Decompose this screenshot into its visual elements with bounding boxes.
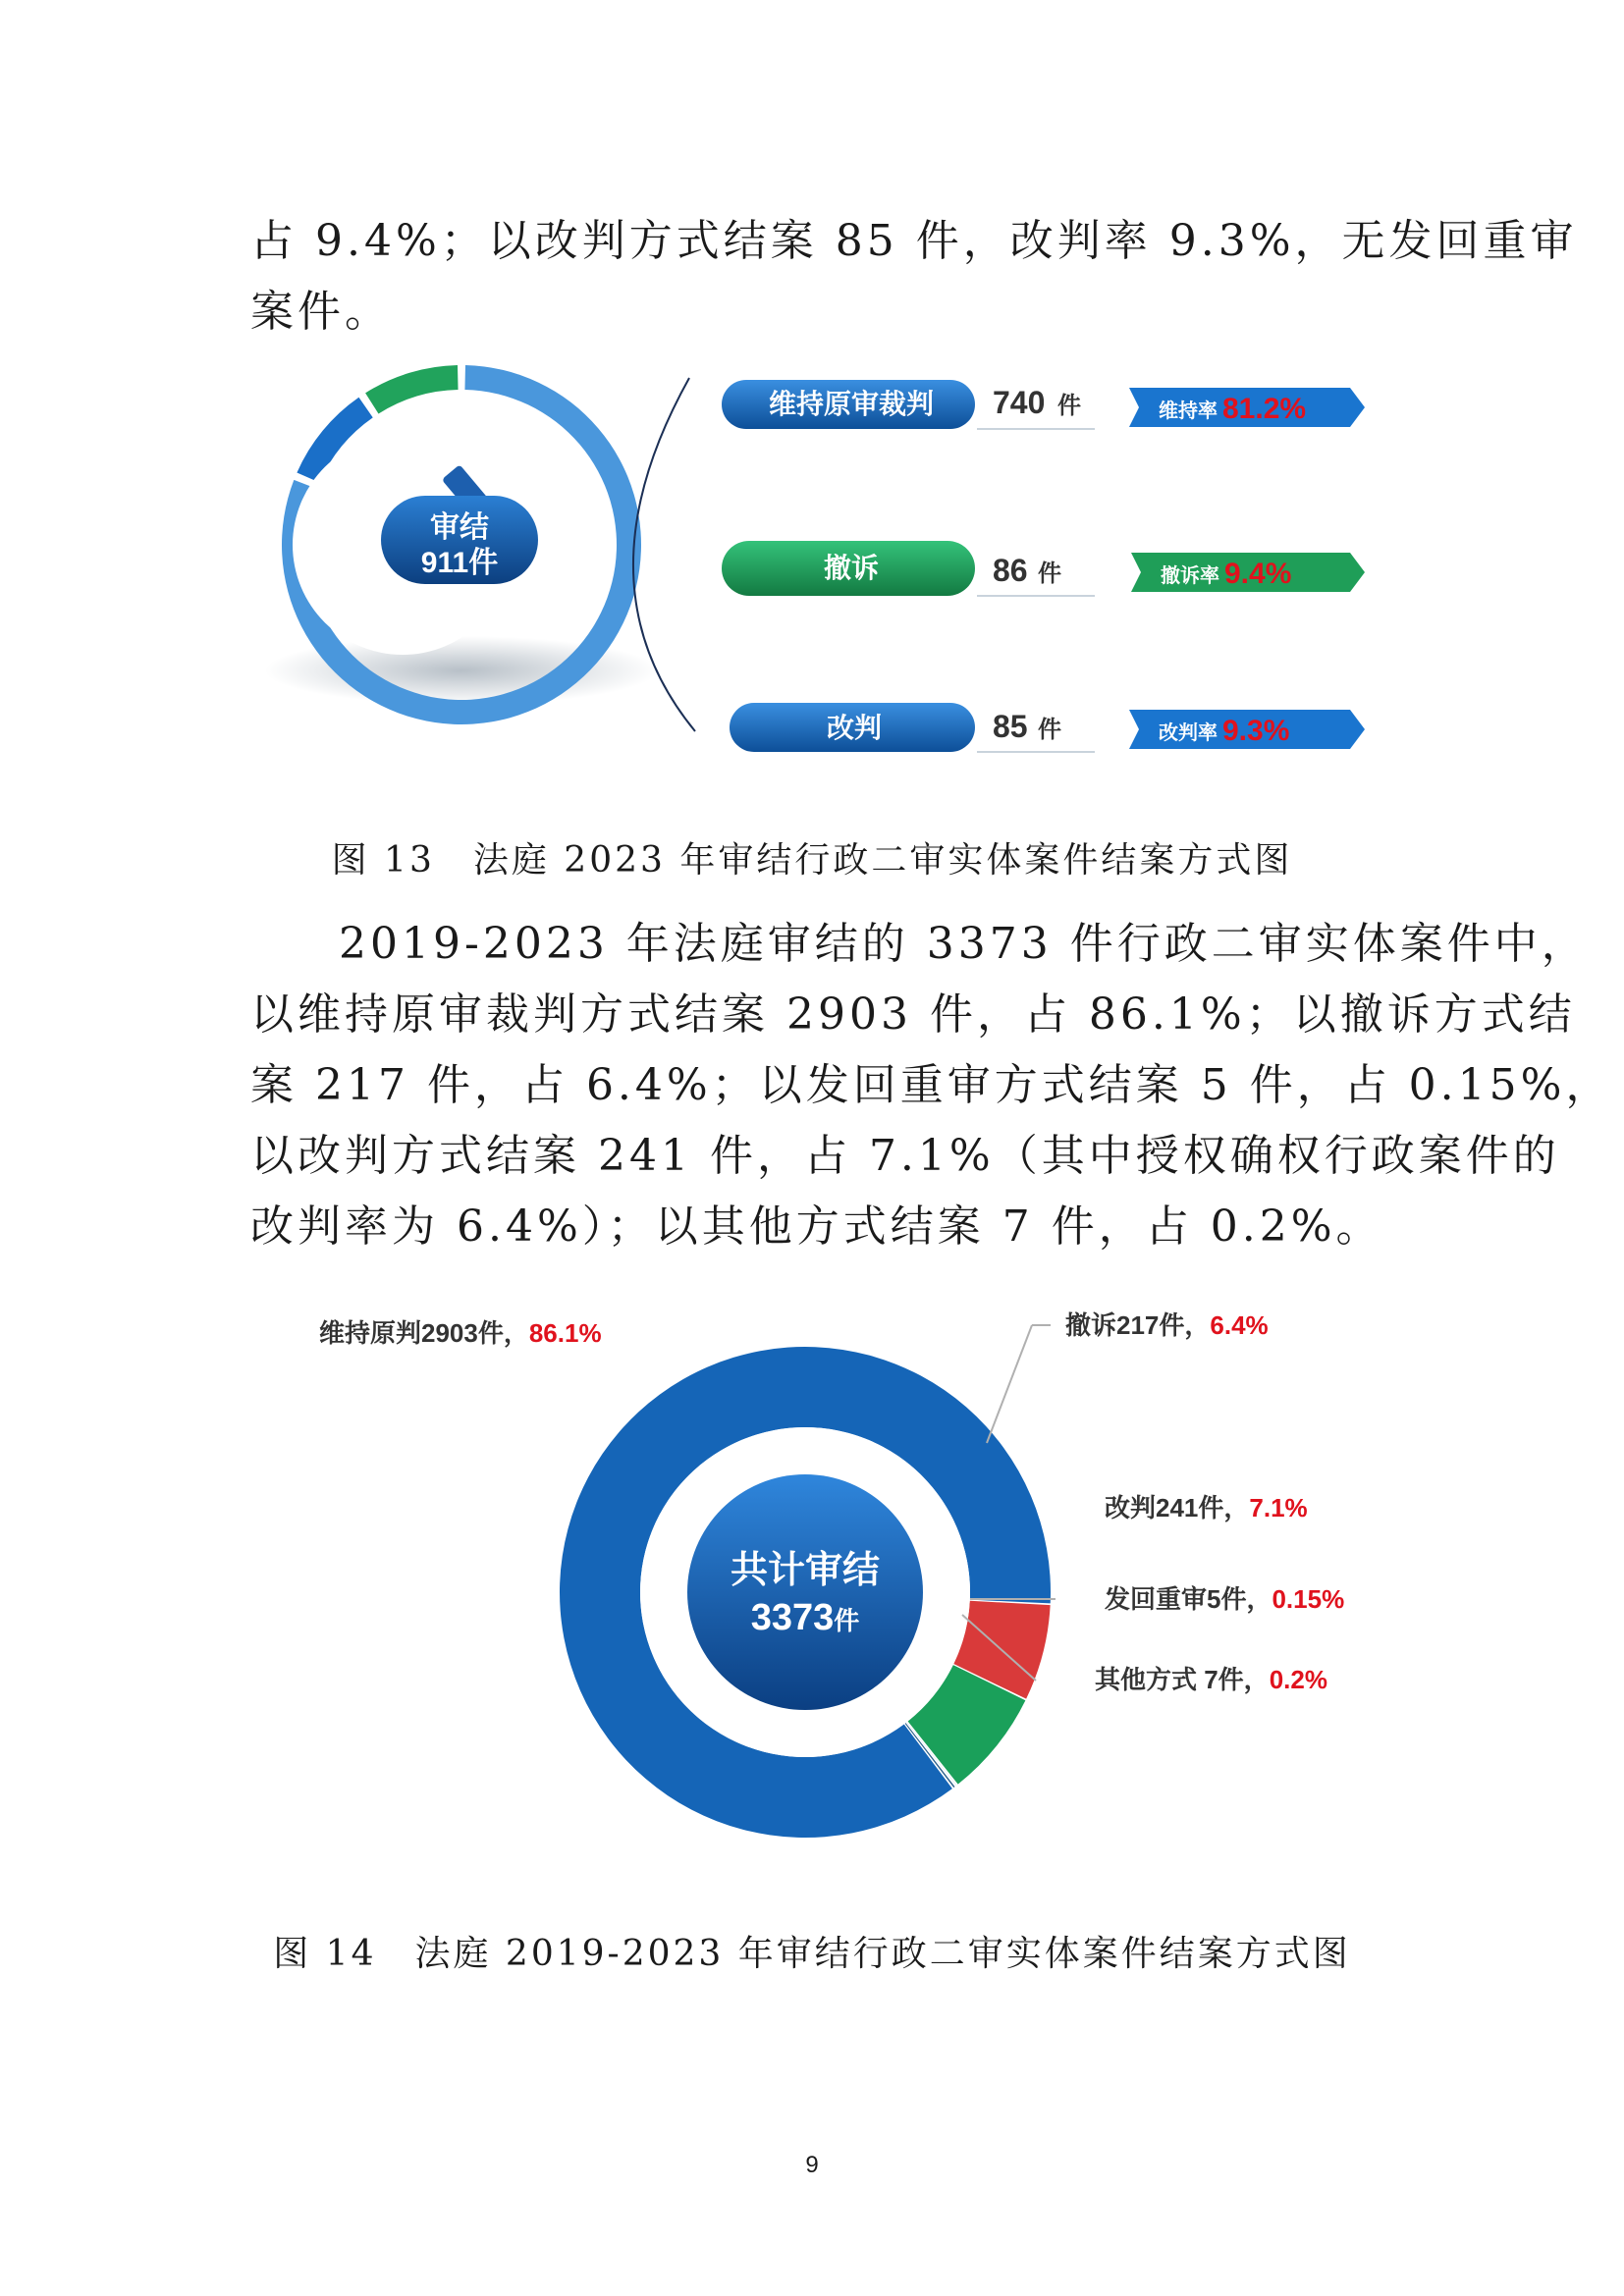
- figure-14: [250, 1296, 1389, 1865]
- page-number: 9: [805, 2152, 819, 2178]
- paragraph-line: 占 9.4%；以改判方式结案 85 件，改判率 9.3%，无发回重审: [250, 216, 1578, 266]
- paragraph-2: [250, 909, 1613, 1262]
- paragraph-line: 案件。: [250, 287, 392, 337]
- row-label-1: 维持原审裁判: [768, 389, 935, 419]
- figure-13: [250, 358, 1389, 795]
- label-uphold: [319, 1318, 602, 1349]
- rate-value-3: 9.3%: [1222, 715, 1290, 747]
- label-withdraw: [1065, 1310, 1269, 1341]
- label-other: [1095, 1665, 1327, 1695]
- paragraph-line: 改判率为 6.4%）；以其他方式结案 7 件，占 0.2%。: [250, 1201, 1383, 1252]
- paragraph-line: 以改判方式结案 241 件，占 7.1%（其中授权确权行政案件的: [250, 1131, 1560, 1181]
- row-unit-1: 件: [1057, 393, 1081, 419]
- figure-13-caption: 图 13 法庭 2023 年审结行政二审实体案件结案方式图: [331, 840, 1293, 881]
- row-count-2: 86: [993, 553, 1028, 588]
- rate-label-3: 改判率: [1159, 722, 1218, 744]
- label-remand: [1105, 1584, 1344, 1615]
- figure-14-caption: 图 14 法庭 2019-2023 年审结行政二审实体案件结案方式图: [273, 1934, 1351, 1974]
- center-disc-14: [687, 1474, 923, 1710]
- paragraph-line: 以维持原审裁判方式结案 2903 件，占 86.1%；以撤诉方式结: [250, 989, 1576, 1040]
- center-count-unit: 件: [834, 1606, 860, 1635]
- center-count: 911件: [420, 547, 499, 579]
- label-remand-pct: 0.15%: [1272, 1584, 1345, 1614]
- leader-line-withdraw: [987, 1325, 1032, 1443]
- label-remand-name: 发回重审5件，: [1105, 1584, 1272, 1614]
- donut-segment-revise: [365, 365, 458, 413]
- rate-value-2: 9.4%: [1224, 558, 1292, 590]
- paragraph-line: 案 217 件，占 6.4%；以发回重审方式结案 5 件，占 0.15%，: [250, 1060, 1613, 1110]
- row-unit-2: 件: [1038, 561, 1061, 587]
- label-other-name: 其他方式 7件，: [1095, 1665, 1270, 1694]
- center-title: 审结: [430, 511, 489, 544]
- label-revise-name: 改判241件，: [1105, 1493, 1250, 1522]
- row-label-3: 改判: [826, 713, 883, 743]
- row-count-3: 85: [993, 709, 1028, 744]
- center-count-number: 3373: [750, 1597, 835, 1638]
- row-count-1: 740: [993, 385, 1046, 420]
- label-other-pct: 0.2%: [1269, 1665, 1327, 1694]
- label-revise-pct: 7.1%: [1249, 1493, 1308, 1522]
- label-uphold-pct: 86.1%: [528, 1318, 602, 1348]
- paragraph-line: 2019-2023 年法庭审结的 3373 件行政二审实体案件中，: [339, 919, 1589, 969]
- rate-label-1: 维持率: [1159, 400, 1218, 422]
- paragraph-1: [250, 206, 1578, 347]
- center-title-14: 共计审结: [730, 1550, 881, 1591]
- label-uphold-name: 维持原判2903件，: [319, 1318, 529, 1348]
- row-unit-3: 件: [1038, 717, 1061, 743]
- rate-label-2: 撤诉率: [1161, 565, 1219, 587]
- label-withdraw-name: 撤诉217件，: [1065, 1310, 1211, 1340]
- label-revise: [1105, 1493, 1308, 1523]
- row-label-2: 撤诉: [823, 553, 880, 583]
- label-withdraw-pct: 6.4%: [1210, 1310, 1269, 1340]
- rate-value-1: 81.2%: [1222, 393, 1307, 425]
